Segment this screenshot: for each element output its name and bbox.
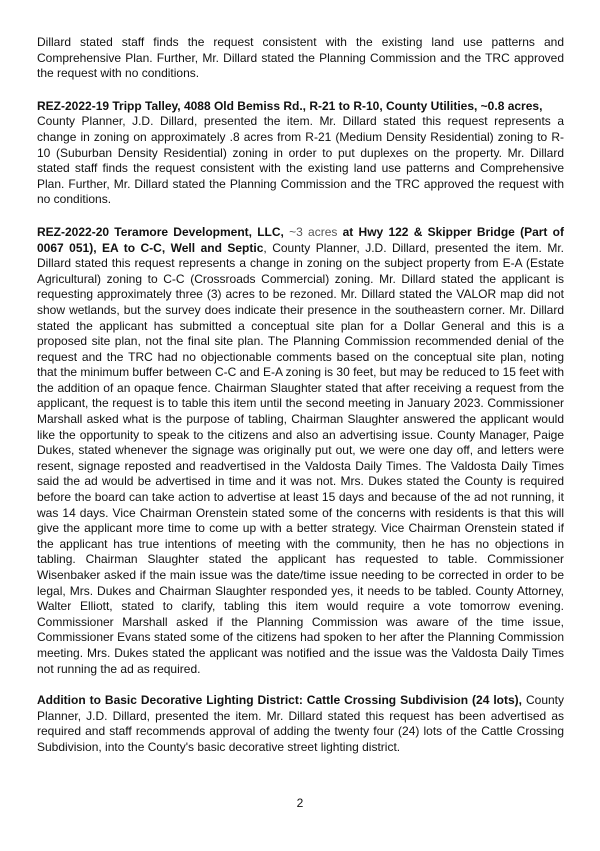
item-heading-acres: ~3 acres: [283, 224, 343, 239]
item-body: , County Planner, J.D. Dillard, presented the item. Mr. Dillard stated this request represents a change in zoning on the subject property from E-A (Estate Agricultural) zoning to C-C (Crossroads Commercial) zoning. Mr. Dillard stated the applicant is requesting approximately three (3) acres to be rezoned. Mr. Dillard stated the VALOR map did not show wetlands, but the survey does indicate their presence in the southeastern corner. Mr. Dillard stated the applicant has submitted a conceptual site plan for a Dollar General and this is a proposed site plan, not the final site plan. The Planning Commission recommended denial of the request and the TRC had no objectionable comments based on the conceptual site plan, noting that the minimum buffer between C-C and E-A zoning is 30 feet, but may be reduced to 15 feet with the addition of an opaque fence. Chairman Slaughter stated that after receiving a request from the applicant, the request is to table this item until the second meeting in January 2023. Commissioner Marshall asked what is the purpose of tabling, Chairman Slaughter answered the applicant would like the opportunity to speak to the citizens and also an advertising issue. County Manager, Paige Dukes, stated whenever the signage was originally put out, we were one day off, and letters were resent, signage reposted and readvertised in the Valdosta Daily Times. The Valdosta Daily Times said the ad would be advertised in time and it was not. Mrs. Dukes stated the County is required before the board can take action to advertise at least 15 days and because of the ad not running, it was 14 days. Vice Chairman Orenstein stated some of the concerns with residents is that this will give the applicant more time to come up with a better strategy. Vice Chairman Orenstein stated if the applicant has true intentions of meeting with the community, then he has no objections in tabling. Chairman Slaughter stated the applicant has requested to table. Commissioner Wisenbaker asked if the main issue was the date/time issue needing to be corrected in order to be legal, Mrs. Dukes and Chairman Slaughter responded yes, it needs to be tabled. County Attorney, Walter Elliott, stated to clarify, tabling this item would require a vote tomorrow evening. Commissioner Marshall asked if the Planning Commission was aware of the time issue, Commissioner Evans stated some of the citizens had spoken to her after the Planning Commission meeting. Mrs. Dukes stated the applicant was notified and the issue was the Valdosta Daily Times not running the ad as required.: [37, 240, 564, 676]
item-rez-2022-19: [37, 99, 564, 208]
item-heading-part: REZ-2022-20 Teramore Development, LLC,: [37, 224, 284, 239]
document-page: [37, 0, 564, 756]
item-heading: Addition to Basic Decorative Lighting District: Cattle Crossing Subdivision (24 lots),: [37, 693, 523, 708]
paragraph-continuation: [37, 35, 564, 82]
item-rez-2022-20: [37, 225, 564, 677]
item-body: County Planner, J.D. Dillard, presented the item. Mr. Dillard stated this request has been advertised as required and staff recommends approval of adding the twenty four (24) lots of the Cattle Crossing Subdivision, into the County's basic decorative street lighting district.: [37, 693, 565, 754]
item-lighting-district: [37, 693, 564, 755]
item-heading-part: at Hwy 122 & Skipper Bridge (Part of 0067 051), EA to C-C, Well and Septic: [37, 224, 564, 255]
page-number: 2: [296, 795, 304, 810]
paragraph-text: Dillard stated staff finds the request consistent with the existing land use patterns and Comprehensive Plan. Further, Mr. Dillard stated the Planning Commission and the TRC approved the request with no conditions.: [37, 35, 564, 81]
item-heading: REZ-2022-19 Tripp Talley, 4088 Old Bemiss Rd., R-21 to R-10, County Utilities, ~0.8 acres,: [37, 98, 543, 113]
item-body: County Planner, J.D. Dillard, presented the item. Mr. Dillard stated this request represents a change in zoning on approximately .8 acres from R-21 (Medium Density Residential) zoning to R-10 (Suburban Density Residential) zoning in order to put duplexes on the property. Mr. Dillard stated staff finds the request consistent with the existing land use patterns and Comprehensive Plan. Further, Mr. Dillard stated the Planning Commission and the TRC approved the request with no conditions.: [37, 114, 564, 207]
